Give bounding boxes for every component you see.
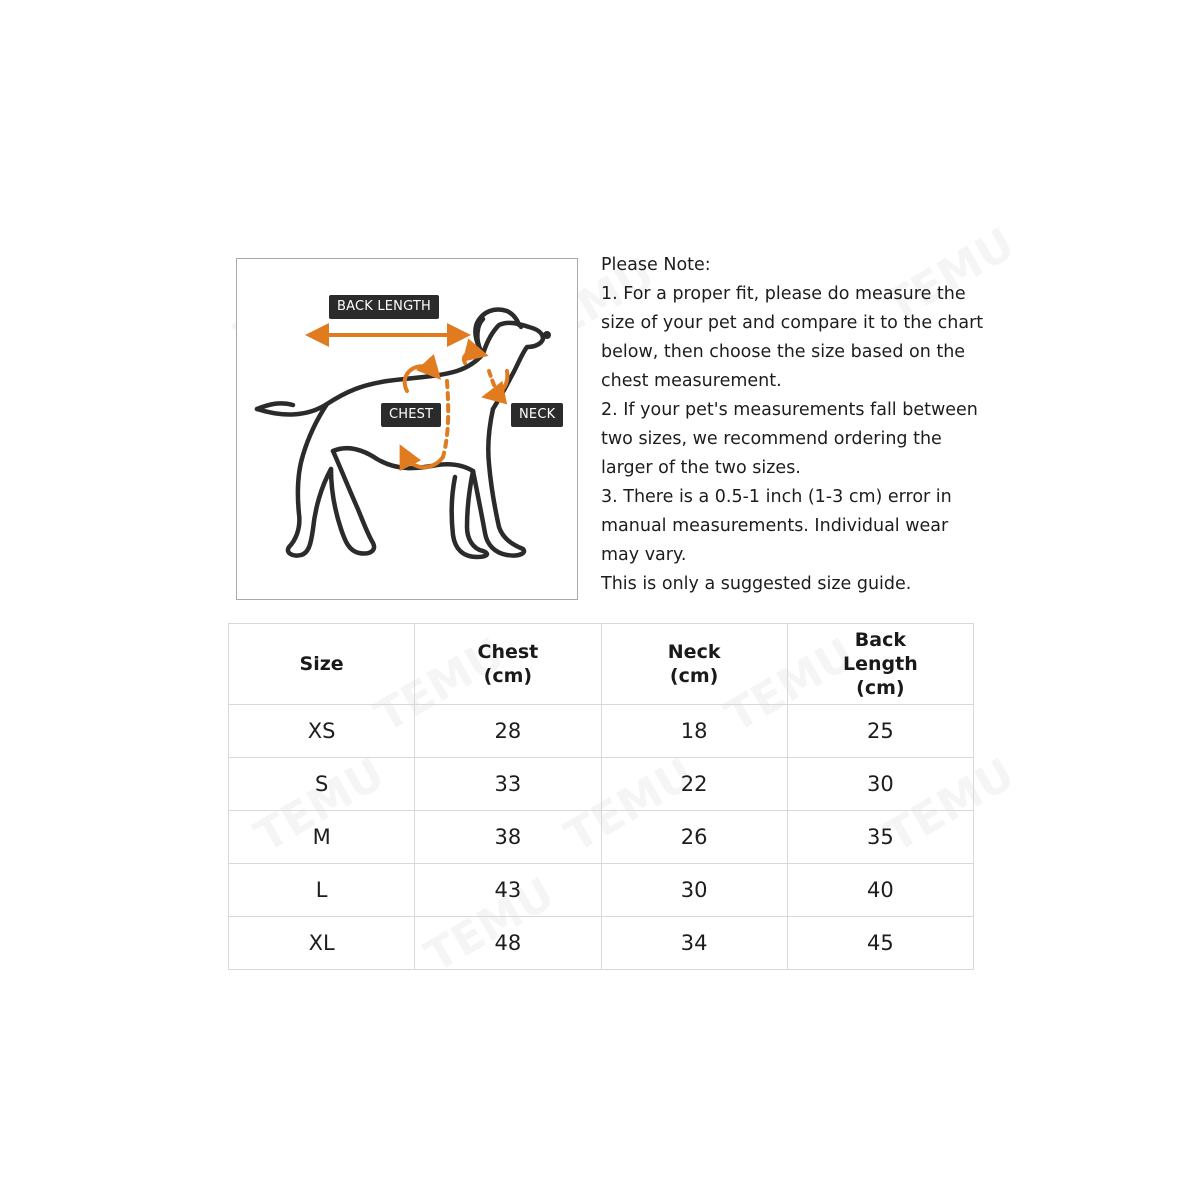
notes-line: size of your pet and compare it to the chart	[601, 313, 984, 333]
notes-line: below, then choose the size based on the	[601, 342, 966, 362]
notes-line: larger of the two sizes.	[601, 458, 801, 478]
header-back-length	[787, 624, 973, 705]
header-text: Size	[299, 653, 344, 675]
header-text: Chest	[477, 641, 539, 663]
back-length-label: BACK LENGTH	[329, 295, 439, 319]
table-row	[229, 758, 974, 811]
header-size	[229, 624, 415, 705]
cell-chest: 33	[415, 758, 601, 811]
cell-back-length: 30	[787, 758, 973, 811]
cell-size: M	[229, 811, 415, 864]
notes-line: manual measurements. Individual wear	[601, 516, 949, 536]
notes-heading: Please Note:	[601, 255, 711, 275]
notes-line: 2. If your pet's measurements fall between	[601, 400, 978, 420]
cell-chest: 43	[415, 864, 601, 917]
cell-neck: 30	[601, 864, 787, 917]
cell-size: XL	[229, 917, 415, 970]
dog-measurement-diagram	[236, 258, 578, 600]
notes-line: 3. There is a 0.5-1 inch (1-3 cm) error in	[601, 487, 952, 507]
size-chart-table	[228, 623, 974, 970]
cell-chest: 38	[415, 811, 601, 864]
cell-size: XS	[229, 705, 415, 758]
cell-neck: 26	[601, 811, 787, 864]
header-text: Neck	[667, 641, 721, 663]
notes-line: two sizes, we recommend ordering the	[601, 429, 942, 449]
notes-line: chest measurement.	[601, 371, 782, 391]
notes-line: may vary.	[601, 545, 687, 565]
table-row	[229, 811, 974, 864]
header-unit: (cm)	[669, 665, 719, 687]
header-chest	[415, 624, 601, 705]
cell-neck: 34	[601, 917, 787, 970]
cell-back-length: 45	[787, 917, 973, 970]
table-row	[229, 705, 974, 758]
cell-size: L	[229, 864, 415, 917]
notes-line: 1. For a proper fit, please do measure the	[601, 284, 966, 304]
header-unit: (cm)	[856, 677, 905, 699]
cell-neck: 22	[601, 758, 787, 811]
header-neck	[601, 624, 787, 705]
neck-measure-loop	[464, 352, 507, 395]
chest-label: CHEST	[381, 403, 441, 427]
cell-back-length: 25	[787, 705, 973, 758]
header-text: Back	[854, 629, 906, 651]
table-row	[229, 864, 974, 917]
cell-neck: 18	[601, 705, 787, 758]
cell-back-length: 40	[787, 864, 973, 917]
table-row	[229, 917, 974, 970]
header-text: Length	[843, 653, 918, 675]
table-header-row	[229, 624, 974, 705]
cell-chest: 48	[415, 917, 601, 970]
cell-size: S	[229, 758, 415, 811]
notes-line: This is only a suggested size guide.	[601, 574, 912, 594]
size-notes	[601, 251, 984, 599]
neck-label: NECK	[511, 403, 563, 427]
dog-outline	[257, 310, 551, 558]
header-unit: (cm)	[483, 665, 533, 687]
cell-back-length: 35	[787, 811, 973, 864]
cell-chest: 28	[415, 705, 601, 758]
